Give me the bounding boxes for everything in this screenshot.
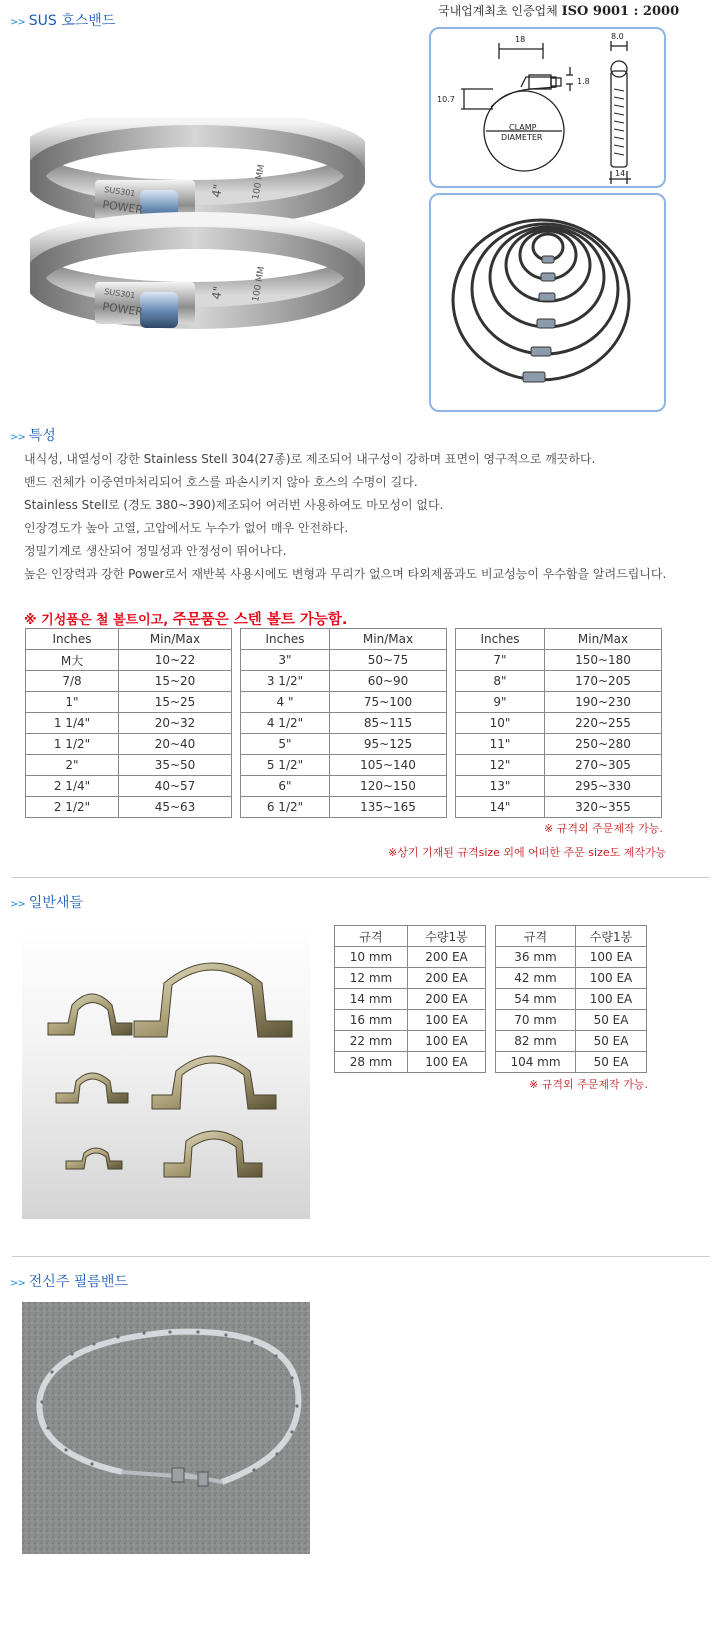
double-chevron-icon: >> xyxy=(10,432,25,443)
cell-quantity: 100 EA xyxy=(576,989,647,1010)
table-row xyxy=(456,776,662,797)
cell-inches: 14" xyxy=(456,797,545,818)
cell-minmax: 60~90 xyxy=(330,671,447,692)
saddle-custom-note: ※ 규격외 주문제작 가능. xyxy=(529,1078,648,1091)
feature-line: 밴드 전체가 이중연마처리되어 호스를 파손시키지 않아 호스의 수명이 길다. xyxy=(24,475,418,489)
bolt-notice-part2: 주문품은 스텐 볼트 가능함. xyxy=(172,612,348,628)
cell-minmax: 20~40 xyxy=(119,734,232,755)
dim-label-14: 14 xyxy=(615,169,626,178)
cell-quantity: 200 EA xyxy=(408,968,486,989)
cell-inches: 4 " xyxy=(241,692,330,713)
feature-line: 내식성, 내열성이 강한 Stainless Stell 304(27종)로 제조되어 내구성이 강하며 표면이 영구적으로 깨끗하다. xyxy=(24,452,596,466)
any-size-note: ※상기 기재된 규격size 외에 어떠한 주문 size도 제작가능 xyxy=(388,846,667,859)
cell-size: 10 mm xyxy=(335,947,408,968)
cell-size: 22 mm xyxy=(335,1031,408,1052)
hose-size-table-1 xyxy=(25,628,232,818)
cell-inches: 1 1/2" xyxy=(26,734,119,755)
table-row xyxy=(26,650,232,671)
table-row xyxy=(241,797,447,818)
clamp-diameter-label-2: DIAMETER xyxy=(501,133,543,142)
table-row xyxy=(496,1031,647,1052)
table-header-row xyxy=(26,629,232,650)
column-header-inches: Inches xyxy=(456,629,545,650)
cell-inches: 8" xyxy=(456,671,545,692)
cell-minmax: 35~50 xyxy=(119,755,232,776)
iso-label: ISO 9001 : 2000 xyxy=(561,4,680,19)
table-row xyxy=(241,692,447,713)
divider xyxy=(12,1256,710,1257)
clamp-sizes-photo-frame xyxy=(429,193,666,412)
table-row xyxy=(26,692,232,713)
cell-quantity: 100 EA xyxy=(408,1052,486,1073)
table-row xyxy=(26,671,232,692)
dim-label-8: 8.0 xyxy=(611,32,624,41)
cell-minmax: 270~305 xyxy=(545,755,662,776)
saddle-photo xyxy=(22,925,310,1219)
clamp-code-text: SUS301 xyxy=(103,185,136,199)
section-title-text: 전신주 필름밴드 xyxy=(28,1274,128,1290)
cell-inches: 4 1/2" xyxy=(241,713,330,734)
cell-inches: 2 1/4" xyxy=(26,776,119,797)
cell-quantity: 200 EA xyxy=(408,947,486,968)
dimension-diagram xyxy=(431,29,664,186)
section-title-hose-band xyxy=(10,10,115,30)
table-row xyxy=(335,947,486,968)
table-header-row xyxy=(496,926,647,947)
pole-band-photo xyxy=(22,1302,310,1554)
table-row xyxy=(496,989,647,1010)
table-row xyxy=(456,713,662,734)
cell-minmax: 220~255 xyxy=(545,713,662,734)
lower-clamp xyxy=(30,225,360,328)
hose-size-table-2 xyxy=(240,628,447,818)
table-row xyxy=(241,671,447,692)
cell-minmax: 295~330 xyxy=(545,776,662,797)
cell-inches: 1" xyxy=(26,692,119,713)
table-row xyxy=(26,755,232,776)
feature-line: 높은 인장력과 강한 Power로서 재반복 사용시에도 변형과 무리가 없으며 타외제품과도 비교성능이 우수함을 알려드립니다. xyxy=(24,567,667,581)
certification-prefix: 국내업계최초 인증업체 xyxy=(438,4,558,18)
section-title-text: 특성 xyxy=(28,428,56,444)
table-row xyxy=(456,734,662,755)
table-row xyxy=(241,713,447,734)
cell-quantity: 50 EA xyxy=(576,1031,647,1052)
cell-quantity: 50 EA xyxy=(576,1052,647,1073)
cell-inches: 5 1/2" xyxy=(241,755,330,776)
table-row xyxy=(335,1031,486,1052)
dim-label-18b: 1.8 xyxy=(577,77,590,86)
table-row xyxy=(241,734,447,755)
bolt-notice xyxy=(24,608,347,629)
double-chevron-icon: >> xyxy=(10,17,25,28)
cell-minmax: 95~125 xyxy=(330,734,447,755)
cell-inches: 10" xyxy=(456,713,545,734)
double-chevron-icon: >> xyxy=(10,899,25,910)
cell-size: 54 mm xyxy=(496,989,576,1010)
table-header-row xyxy=(456,629,662,650)
feature-line: 정밀기계로 생산되어 정밀성과 안정성이 뛰어나다. xyxy=(24,544,287,558)
column-header-size: 규격 xyxy=(496,926,576,947)
double-chevron-icon: >> xyxy=(10,1278,25,1289)
dimension-diagram-frame xyxy=(429,27,666,188)
cell-size: 36 mm xyxy=(496,947,576,968)
cell-minmax: 190~230 xyxy=(545,692,662,713)
column-header-inches: Inches xyxy=(26,629,119,650)
cell-size: 82 mm xyxy=(496,1031,576,1052)
table-row xyxy=(456,692,662,713)
column-header-quantity: 수량1봉 xyxy=(576,926,647,947)
section-title-features xyxy=(10,425,56,445)
table-row xyxy=(496,1010,647,1031)
table-row xyxy=(26,734,232,755)
column-header-minmax: Min/Max xyxy=(119,629,232,650)
cell-minmax: 150~180 xyxy=(545,650,662,671)
section-title-saddle xyxy=(10,892,83,912)
cell-size: 42 mm xyxy=(496,968,576,989)
cell-quantity: 100 EA xyxy=(408,1010,486,1031)
dim-label-107: 10.7 xyxy=(437,95,455,104)
saddle-size-table-1 xyxy=(334,925,486,1073)
cell-minmax: 135~165 xyxy=(330,797,447,818)
saddle-size-table-2 xyxy=(495,925,647,1073)
certification-text xyxy=(438,2,679,19)
cell-quantity: 100 EA xyxy=(576,968,647,989)
clamp-mm-text: 100 MM xyxy=(251,163,268,201)
cell-inches: M大 xyxy=(26,650,119,671)
table-row xyxy=(335,989,486,1010)
cell-size: 16 mm xyxy=(335,1010,408,1031)
cell-minmax: 10~22 xyxy=(119,650,232,671)
table-row xyxy=(241,755,447,776)
clamp-diameter-label-1: CLAMP xyxy=(509,123,537,132)
cell-inches: 13" xyxy=(456,776,545,797)
table-row xyxy=(241,650,447,671)
cell-quantity: 200 EA xyxy=(408,989,486,1010)
hose-clamp-photo xyxy=(30,118,365,343)
cell-minmax: 85~115 xyxy=(330,713,447,734)
table-row xyxy=(26,713,232,734)
table-header-row xyxy=(241,629,447,650)
cell-inches: 9" xyxy=(456,692,545,713)
table-row xyxy=(241,776,447,797)
cell-inches: 12" xyxy=(456,755,545,776)
feature-line: 인장경도가 높아 고열, 고압에서도 누수가 없어 매우 안전하다. xyxy=(24,521,349,535)
table-row xyxy=(456,650,662,671)
upper-clamp xyxy=(30,123,360,226)
column-header-minmax: Min/Max xyxy=(545,629,662,650)
cell-minmax: 250~280 xyxy=(545,734,662,755)
clamp-brand-text: POWER xyxy=(101,198,144,217)
cell-minmax: 320~355 xyxy=(545,797,662,818)
cell-inches: 6 1/2" xyxy=(241,797,330,818)
cell-minmax: 15~20 xyxy=(119,671,232,692)
table-row xyxy=(26,776,232,797)
dim-label-18: 18 xyxy=(515,35,526,44)
cell-inches: 11" xyxy=(456,734,545,755)
table-row xyxy=(335,1052,486,1073)
feature-line: Stainless Stell로 (경도 380~390)제조되어 여러번 사용하여도 마모성이 없다. xyxy=(24,498,444,512)
cell-inches: 3" xyxy=(241,650,330,671)
cell-inches: 3 1/2" xyxy=(241,671,330,692)
column-header-quantity: 수량1봉 xyxy=(408,926,486,947)
table-row xyxy=(496,968,647,989)
cell-quantity: 100 EA xyxy=(576,947,647,968)
table-row xyxy=(496,1052,647,1073)
column-header-size: 규격 xyxy=(335,926,408,947)
cell-quantity: 50 EA xyxy=(576,1010,647,1031)
cell-inches: 1 1/4" xyxy=(26,713,119,734)
table-header-row xyxy=(335,926,486,947)
cell-minmax: 50~75 xyxy=(330,650,447,671)
cell-minmax: 15~25 xyxy=(119,692,232,713)
cell-inches: 2 1/2" xyxy=(26,797,119,818)
clamp-size-text: 4" xyxy=(209,183,226,199)
cell-minmax: 20~32 xyxy=(119,713,232,734)
column-header-minmax: Min/Max xyxy=(330,629,447,650)
cell-inches: 7/8 xyxy=(26,671,119,692)
cell-minmax: 75~100 xyxy=(330,692,447,713)
divider xyxy=(12,877,710,878)
cell-inches: 6" xyxy=(241,776,330,797)
clamp-mm-text: 100 MM xyxy=(251,265,268,303)
table-row xyxy=(335,1010,486,1031)
cell-minmax: 45~63 xyxy=(119,797,232,818)
table-row xyxy=(26,797,232,818)
column-header-inches: Inches xyxy=(241,629,330,650)
cell-size: 70 mm xyxy=(496,1010,576,1031)
cell-minmax: 105~140 xyxy=(330,755,447,776)
cell-inches: 7" xyxy=(456,650,545,671)
hose-size-table-3 xyxy=(455,628,662,818)
cell-size: 104 mm xyxy=(496,1052,576,1073)
clamp-code-text: SUS301 xyxy=(103,287,136,301)
table-row xyxy=(456,797,662,818)
cell-size: 14 mm xyxy=(335,989,408,1010)
section-title-pole-band xyxy=(10,1271,128,1291)
section-title-text: SUS 호스밴드 xyxy=(28,13,116,29)
table-row xyxy=(456,671,662,692)
cell-minmax: 170~205 xyxy=(545,671,662,692)
clamp-sizes-photo xyxy=(431,195,664,410)
cell-size: 12 mm xyxy=(335,968,408,989)
table-row xyxy=(496,947,647,968)
cell-inches: 2" xyxy=(26,755,119,776)
table-row xyxy=(335,968,486,989)
table-row xyxy=(456,755,662,776)
cell-minmax: 120~150 xyxy=(330,776,447,797)
clamp-brand-text: POWER xyxy=(101,300,144,319)
bolt-notice-part1: ※ 기성품은 철 볼트이고, xyxy=(24,613,173,628)
cell-inches: 5" xyxy=(241,734,330,755)
section-title-text: 일반새들 xyxy=(28,895,83,911)
cell-minmax: 40~57 xyxy=(119,776,232,797)
cell-size: 28 mm xyxy=(335,1052,408,1073)
clamp-size-text: 4" xyxy=(209,285,226,301)
cell-quantity: 100 EA xyxy=(408,1031,486,1052)
custom-order-note: ※ 규격외 주문제작 가능. xyxy=(544,822,663,835)
